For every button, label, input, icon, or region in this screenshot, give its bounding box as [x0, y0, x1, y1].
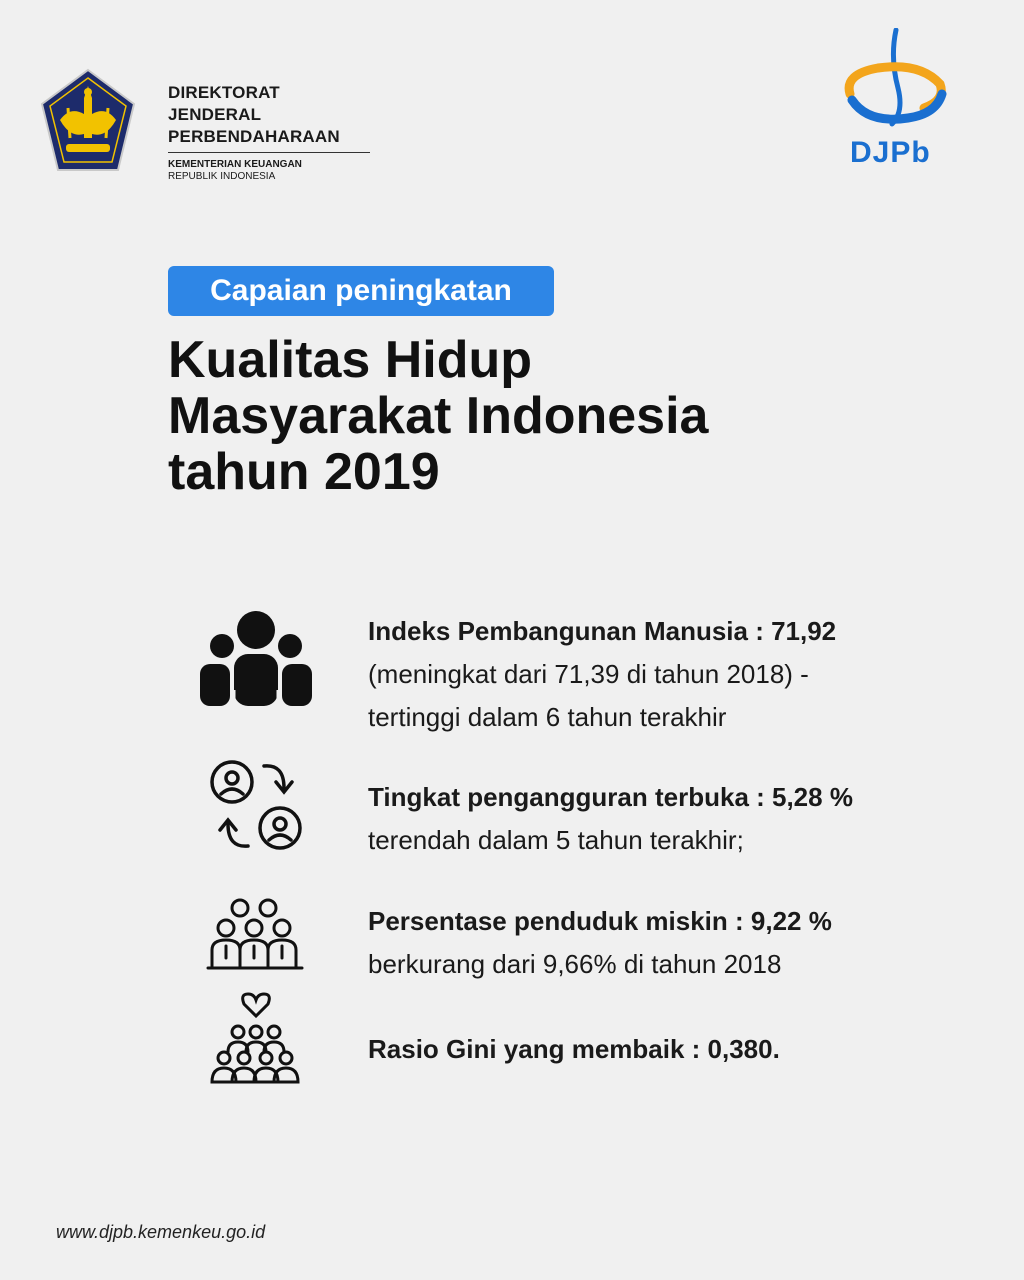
workers-group-icon	[206, 896, 306, 972]
stat-ipm	[368, 610, 988, 739]
stat-unemployment-heading: Tingkat pengangguran terbuka : 5,28 %	[368, 782, 853, 812]
stat-gini-heading: Rasio Gini yang membaik : 0,380.	[368, 1034, 780, 1064]
title-line2: Masyarakat Indonesia	[168, 387, 709, 445]
country-label: REPUBLIK INDONESIA	[168, 171, 276, 182]
org-block	[168, 82, 378, 183]
people-group-icon	[198, 610, 314, 706]
community-heart-icon	[208, 992, 304, 1084]
title-line3: tahun 2019	[168, 443, 440, 501]
page-title	[168, 332, 928, 500]
stat-poverty-heading: Persentase penduduk miskin : 9,22 %	[368, 906, 832, 936]
stat-ipm-line1: (meningkat dari 71,39 di tahun 2018) -	[368, 659, 809, 689]
stat-poverty	[368, 900, 988, 986]
stat-poverty-line1: berkurang dari 9,66% di tahun 2018	[368, 949, 782, 979]
org-name-line1: DIREKTORAT JENDERAL	[168, 83, 280, 124]
org-divider	[168, 152, 370, 153]
stat-ipm-line2: tertinggi dalam 6 tahun terakhir	[368, 702, 727, 732]
djpb-swirl-icon	[838, 28, 948, 128]
title-badge: Capaian peningkatan	[168, 266, 554, 316]
stat-ipm-heading: Indeks Pembangunan Manusia : 71,92	[368, 616, 837, 646]
stat-gini	[368, 1028, 988, 1071]
ministry-label: KEMENTERIAN KEUANGAN	[168, 159, 302, 170]
brand-name: DJPb	[850, 136, 931, 169]
people-exchange-icon	[206, 758, 306, 854]
kemenkeu-emblem-icon	[40, 68, 136, 172]
title-line1: Kualitas Hidup	[168, 331, 533, 389]
stat-unemployment	[368, 776, 988, 862]
footer-url: www.djpb.kemenkeu.go.id	[56, 1222, 266, 1242]
org-name-line2: PERBENDAHARAAN	[168, 127, 340, 146]
header	[0, 0, 1024, 200]
stat-unemployment-line1: terendah dalam 5 tahun terakhir;	[368, 825, 744, 855]
